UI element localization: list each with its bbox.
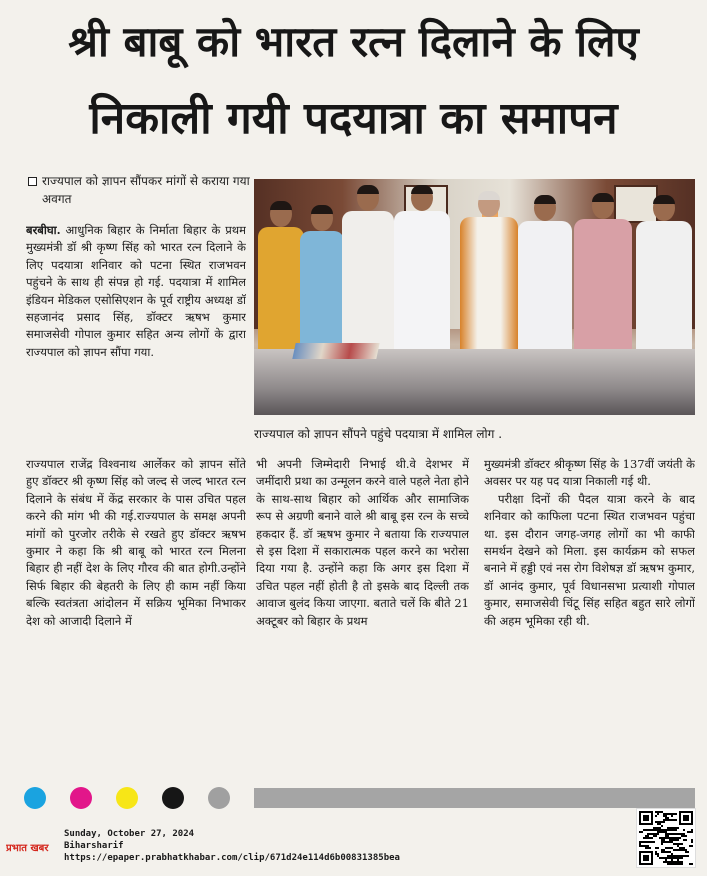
clip-date: Sunday, October 27, 2024 xyxy=(64,829,195,839)
prabhat-khabar-logo xyxy=(6,840,62,858)
article-paragraph: परीक्षा दिनों की पैदल यात्रा करने के बाद शनिवार को काफिला पटना स्थित राजभवन पहुंचा था. इस दौरान जगह-जगह लोगों का भी काफी समर्थन देखने को मिला. इस कार्यक्रम को सफल बनाने में हड्डी एवं नस रोग विशेषज्ञ डॉ ऋषभ कुमार, डॉ आनंद कुमार, पूर्व विधानसभा प्रत्याशी गोपाल कुमार, समाजसेवी चिंटू सिंह सहित बहुत सारे लोगों की अहम भूमिका रही थी. xyxy=(484,491,695,628)
grey-registration-bar xyxy=(254,788,695,808)
headline-line-1: श्री बाबू को भारत रत्न दिलाने के लिए xyxy=(68,17,639,66)
headline-line-2: निकाली गयी पदयात्रा का समापन xyxy=(89,93,618,144)
qr-code-graphic xyxy=(637,809,695,867)
bullet-square-icon xyxy=(28,177,37,186)
kicker xyxy=(28,172,250,208)
clip-meta xyxy=(64,828,504,864)
footer xyxy=(0,826,707,876)
cyan-swatch xyxy=(24,787,46,809)
article-column-1-top xyxy=(26,222,246,454)
qr-code-icon[interactable] xyxy=(636,808,696,868)
magenta-swatch xyxy=(70,787,92,809)
article-paragraph: आधुनिक बिहार के निर्माता बिहार के प्रथम मुख्यमंत्री डॉ श्री कृष्ण सिंह को भारत रत्न दिलाने के लिए पदयात्रा शनिवार को पटना स्थित राजभवन पहुंचने के साथ ही संपन्न हो गई. पदयात्रा में शामिल इंडियन मेडिकल एसोसिएशन के पूर्व राष्ट्रीय अध्यक्ष डॉ सहजानंद प्रसाद सिंह, डॉक्टर ऋषभ कुमार समाजसेवी गोपाल कुमार सहित अन्य लोगों के द्वारा राज्यपाल को ज्ञापन सौंपा गया. xyxy=(26,223,246,359)
grey-swatch xyxy=(208,787,230,809)
article-paragraph: मुख्यमंत्री डॉक्टर श्रीकृष्ण सिंह के 137वीं जयंती के अवसर पर यह पद यात्रा निकाली गई थी. xyxy=(484,457,695,489)
article-column-3 xyxy=(484,456,695,774)
news-photo xyxy=(254,179,695,415)
article-column-1-bottom: राज्यपाल राजेंद्र विश्वनाथ आर्लेकर को ज्ञापन सोंते हुए डॉक्टर श्री कृष्ण सिंह को जल्द से जल्द भारत रत्न दिलाने के संबंध में केंद्र सरकार के पास उचित पहल करने की मांग भी की गई.राज्यपाल के समक्ष अपनी मांगों को पुरजोर तरीके से रखते हुए डॉक्टर ऋषभ कुमार ने कहा कि श्री बाबू को भारत रत्न मिलना बिहार ही नहीं देश के लिए गौरव की बात होगी.उन्होंने सिर्फ बिहार की बेहतरी के लिए ही काम नहीं किया बल्कि स्वतंत्रता आंदोलन में सक्रिय भूमिका निभाकर देश को आजादी दिलाने में xyxy=(26,457,246,628)
dateline: बरबीघा. xyxy=(26,223,61,237)
photo-caption: राज्यपाल को ज्ञापन सौंपने पहुंचे पदयात्रा में शामिल लोग . xyxy=(254,427,503,441)
kicker-text: राज्यपाल को ज्ञापन सौंपकर मांगों से कराया गया अवगत xyxy=(42,174,250,206)
documents-on-table xyxy=(292,343,379,359)
logo-text: प्रभात खबर xyxy=(6,843,49,854)
black-swatch xyxy=(162,787,184,809)
article-column-2: भी अपनी जिम्मेदारी निभाई थी.वे देशभर में जमींदारी प्रथा का उन्मूलन करने वाले पहले नेता होने के साथ-साथ बिहार को आर्थिक और सामाजिक रूप से अग्रणी बनाने वाले श्री बाबू इस रत्न के सच्चे हकदार हैं. डॉ ऋषभ कुमार ने बताया कि राज्यपाल से इस दिशा में सकारात्मक पहल करने का भरोसा दिया गया है. उन्होंने कहा कि अगर इस दिशा में उचित पहल नहीं होती है तो इसके बाद दिल्ली तक आवाज बुलंद किया जाएगा. बताते चलें कि बीते 21 अक्टूबर को बिहार के प्रथम xyxy=(256,457,469,628)
clip-edition: Biharsharif xyxy=(64,841,124,851)
yellow-swatch xyxy=(116,787,138,809)
clip-url[interactable]: https://epaper.prabhatkhabar.com/clip/671d24e114d6b00831385bea xyxy=(64,853,400,863)
registration-color-swatches xyxy=(24,787,244,811)
